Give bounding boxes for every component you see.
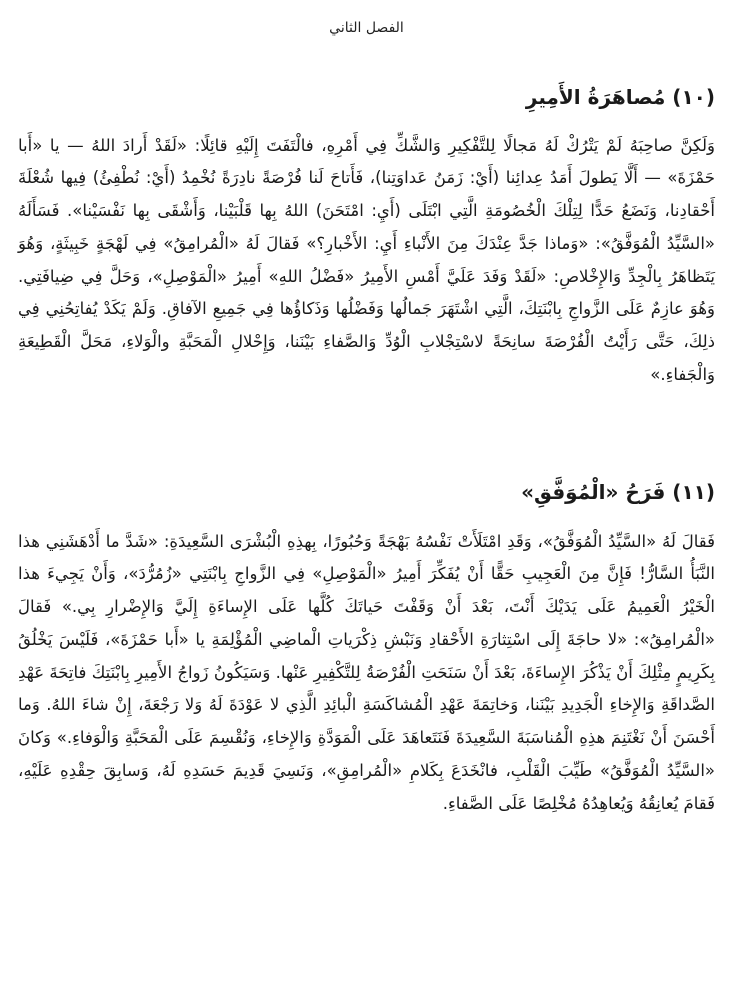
section-10-paragraph: وَلَكِنَّ صاحِبَهُ لَمْ يَتْرُكْ لَهُ مَجالًا لِلتَّفْكِيرِ وَالشَّكِّ فِي أَمْرِهِ، فالْتَفَتَ إِلَيْهِ قائِلًا: «لَقَدْ أَرادَ اللهُ — يا «أَبا حَمْزَةَ» — أَلَّا يَطولَ أَمَدُ عِدائِنا (أَيْ: زَمَنُ عَداوَتِنا)، فَأَتاحَ لَنا فُرْصَةً نادِرَةً نُخْمِدُ (أَيْ: نُطْفِئُ) فِيها شُعْلَةَ أَحْقادِنا، وَنَضَعُ حَدًّا لِتِلْكَ الْخُصُومَةِ الَّتِي ابْتَلَى (أَيِ: امْتَحَنَ) اللهُ بِها قَلْبَيْنا، وَأَشْقَى بِها نَفْسَيْنا». فَسَأَلَهُ «السَّيِّدُ الْمُوَفَّقُ»: «وَماذا جَدَّ عِنْدَكَ مِنَ الأَنْباءِ أَيِ: الأَخْبارِ؟» فَقالَ لَهُ «الْمُرامِقُ» فِي لَهْجَةٍ خَبِيثَةٍ، وَهُوَ يَتَظاهَرُ بِالْجِدِّ وَالإِخْلاصِ: «لَقَدْ وَفَدَ عَلَيَّ أَمْسِ الأَمِيرُ «فَضْلُ اللهِ» أَمِيرُ «الْمَوْصِلِ»، وَحَلَّ فِي ضِيافَتِي. وَهُوَ عازِمٌ عَلَى الزَّواجِ بِابْنَتِكَ، الَّتِي اشْتَهَرَ جَمالُها وَفَضْلُها وَذَكاؤُها فِي جَمِيعِ الآفاقِ. وَلَمْ يَكَدْ يُفاتِحُنِي فِي ذلِكَ، حَتَّى رَأَيْتُ الْفُرْصَةَ سانِحَةً لاسْتِجْلابِ الْوُدِّ وَالصَّفاءِ بَيْنَنا، وَإِحْلالِ الْمَحَبَّةِ والْوَلاءِ، مَحَلَّ الْقَطِيعَةِ وَالْجَفاءِ.» (18, 135, 715, 385)
section-heading-11: (١١) فَرَحُ «الْمُوَفَّقِ» (521, 479, 715, 504)
section-heading-10: (١٠) مُصاهَرَةُ الأَمِيرِ (525, 84, 715, 109)
running-header: الفصل الثاني (329, 20, 404, 36)
book-page (18, 0, 715, 1000)
section-11-paragraph: فَقالَ لَهُ «السَّيِّدُ الْمُوَفَّقُ»، وَقَدِ امْتَلَأَتْ نَفْسُهُ بَهْجَةً وَحُبُورًا، بِهذِهِ الْبُشْرَى السَّعِيدَةِ: «شَدَّ ما أَدْهَشَنِي هذا النَّبَأُ السَّارُّ! فَإِنَّ مِنَ الْعَجِيبِ حَقًّا أَنْ يُفَكِّرَ أَمِيرُ «الْمَوْصِلِ» فِي الزَّواجِ بِابْنَتِي «زُمُرُّدَ»، وَأَنْ يَجِيءَ هذا الْخَيْرُ الْعَمِيمُ عَلَى يَدَيْكَ أَنْتَ، بَعْدَ أَنْ وَقَفْتَ حَياتَكَ كُلَّها عَلَى الإِساءَةِ إِلَيَّ وَالإِضْرارِ بِي.» فَقالَ «الْمُرامِقُ»: «لا حاجَةَ إِلَى اسْتِثارَةِ الأَحْقادِ وَنَبْشِ ذِكْرَياتِ الْماضِي الْمُؤْلِمَةِ يا «أَبا حَمْزَةَ»، فَلَيْسَ يَخْلُقُ بِكَرِيمٍ مِثْلِكَ أَنْ يَذْكُرَ الإِساءَةَ، بَعْدَ أَنْ سَنَحَتِ الْفُرْصَةُ لِلتَّكْفِيرِ عَنْها. وَسَيَكُونُ زَواجُ الأَمِيرِ بِابْنَتِكَ فاتِحَةَ عَهْدِ الصَّداقَةِ وَالإِخاءِ الْجَدِيدِ بَيْنَنا، وَخاتِمَةَ عَهْدِ الْمُشاكَسَةِ الْبائِدِ الَّذِي لا عَوْدَةَ لَهُ وَلا رَجْعَةَ، إِنْ شاءَ اللهُ. وَما أَحْسَنَ أَنْ نَغْتَنِمَ هذِهِ الْمُناسَبَةَ السَّعِيدَةَ فَنَتَعاهَدَ عَلَى الْمَوَدَّةِ وَالإِخاءِ، وَنُقْسِمَ عَلَى الْمَحَبَّةِ وَالْوَفاءِ.» وَكانَ «السَّيِّدُ الْمُوَفَّقُ» طَيِّبَ الْقَلْبِ، فانْخَدَعَ بِكَلامِ «الْمُرامِقِ»، وَنَسِيَ قَدِيمَ حَسَدِهِ لَهُ، وَسابِقَ حِقْدِهِ عَلَيْهِ، فَقامَ يُعانِقُهُ وَيُعاهِدُهُ مُخْلِصًا عَلَى الصَّفاءِ. (18, 531, 715, 813)
